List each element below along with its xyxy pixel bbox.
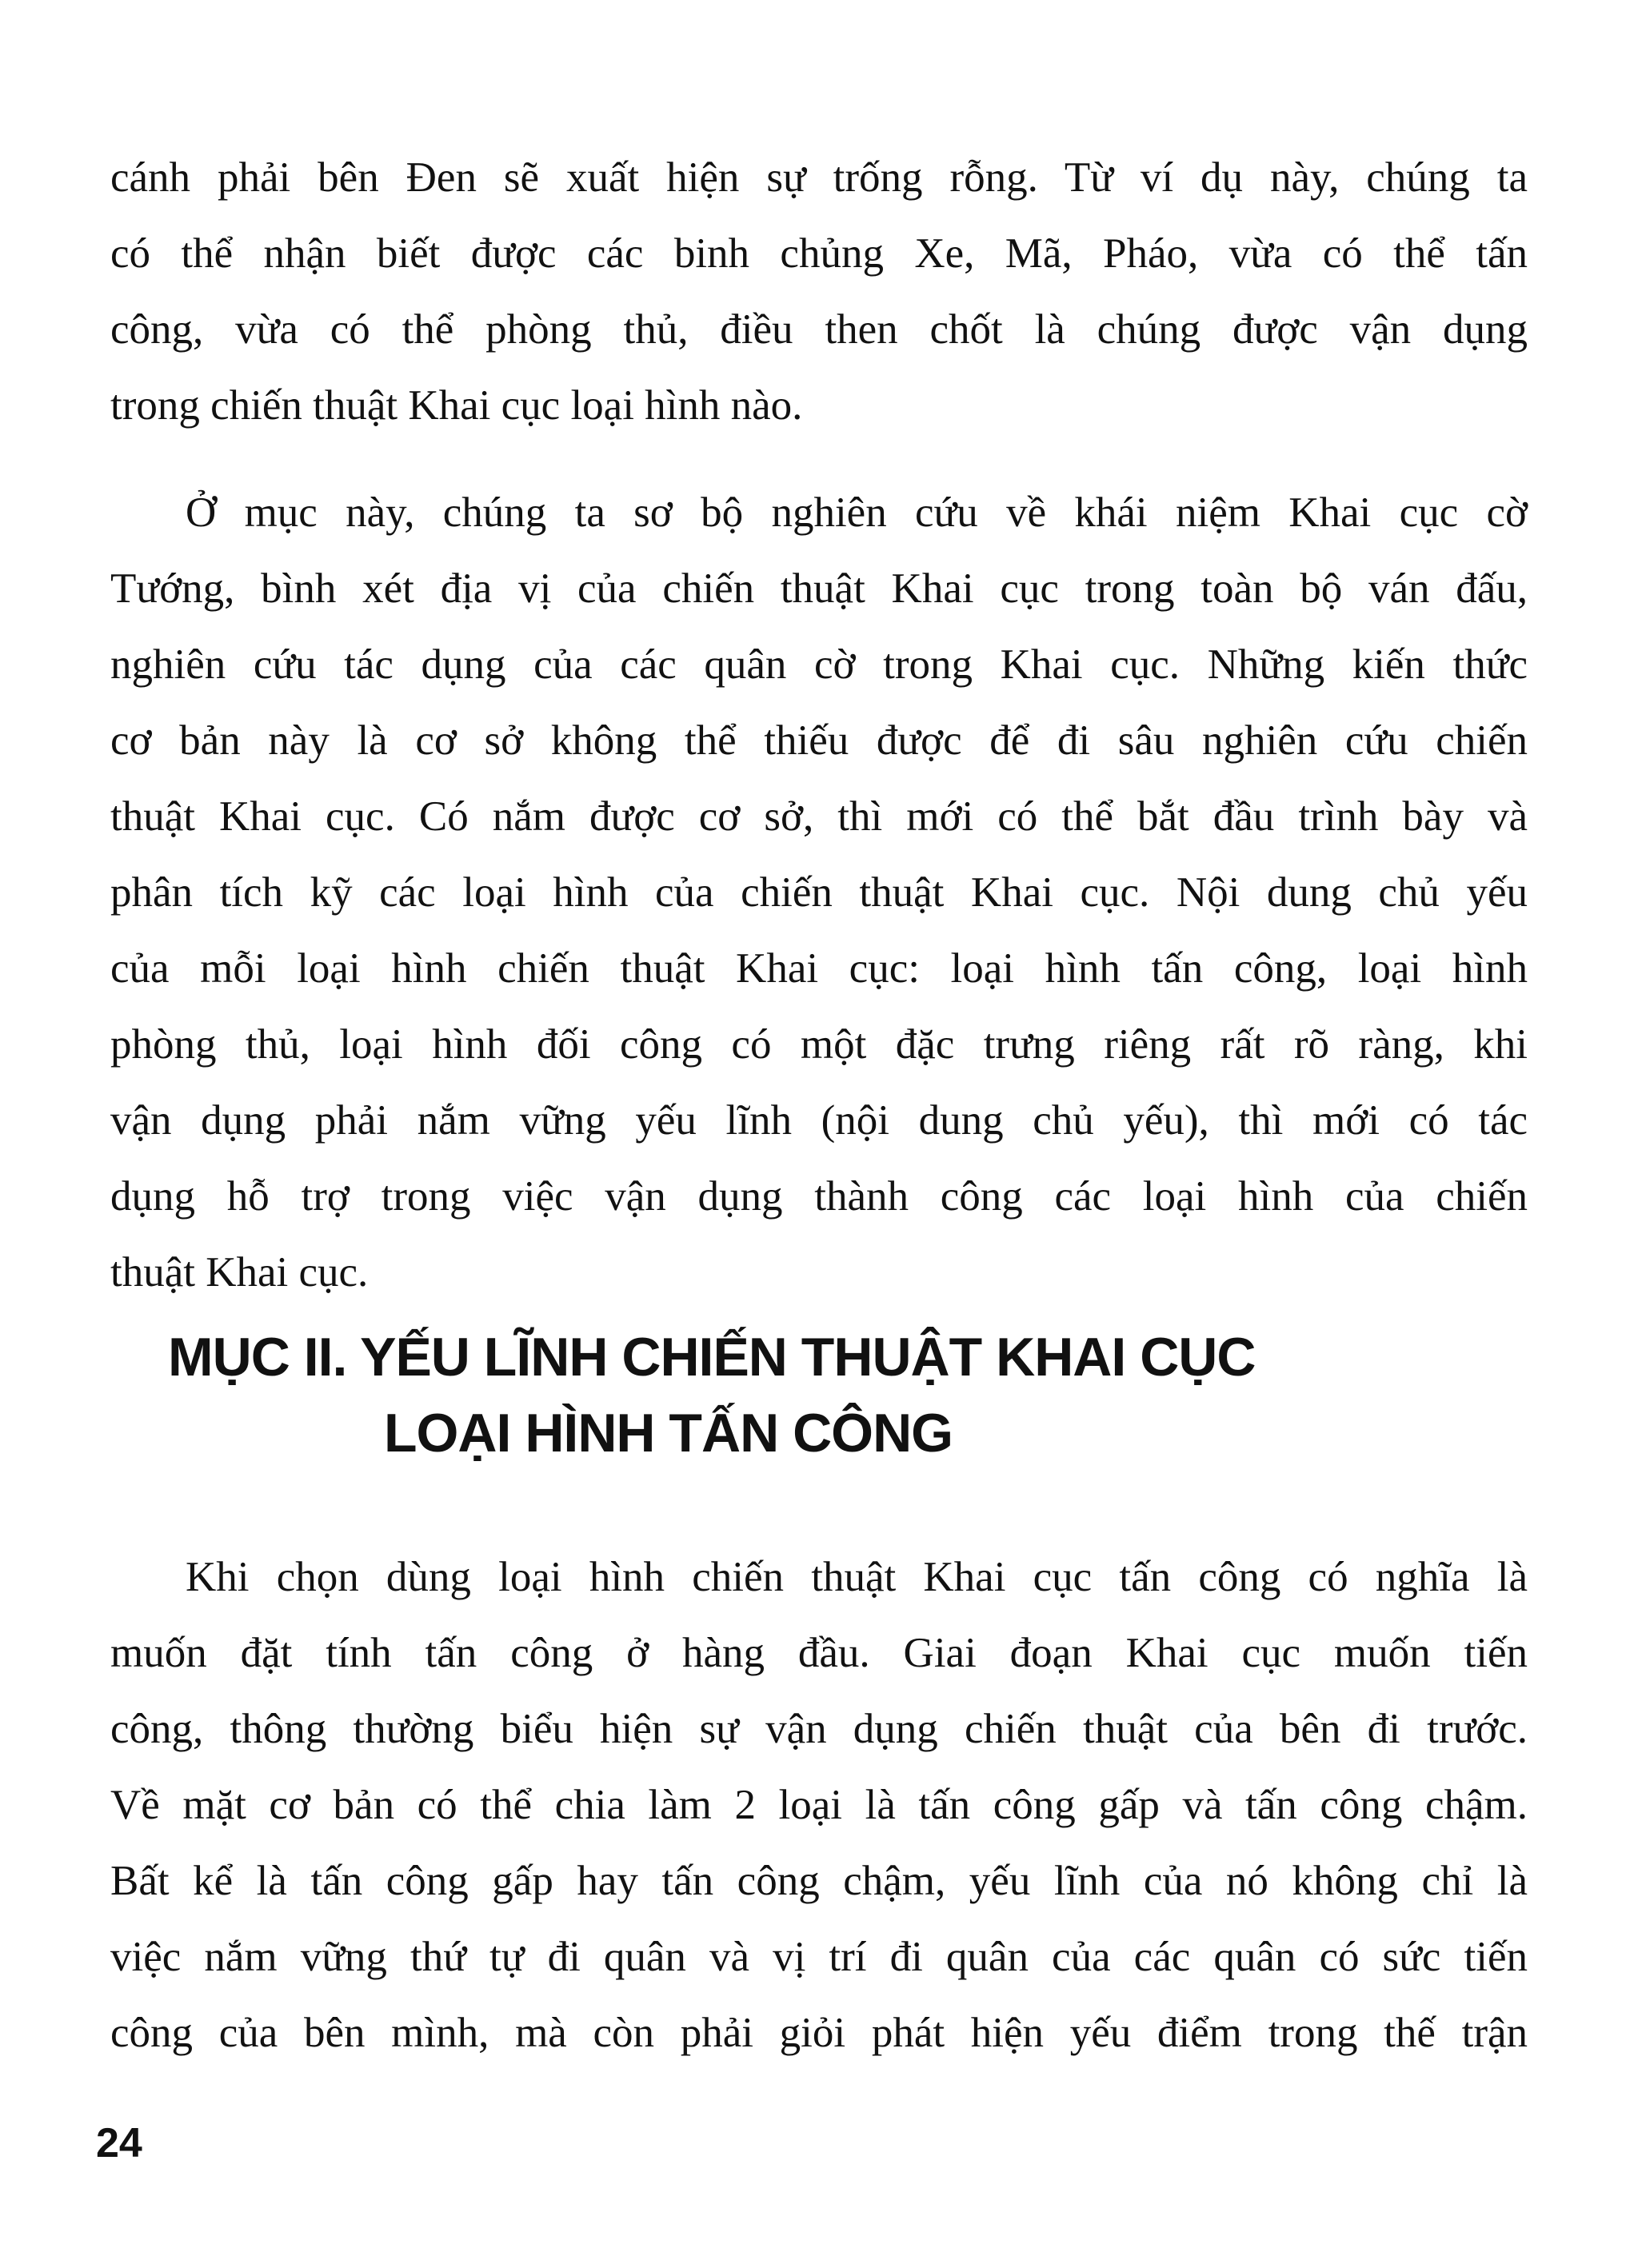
section-heading-line-2: LOẠI HÌNH TẤN CÔNG (384, 1403, 953, 1463)
paragraph-line: nghiên cứu tác dụng của các quân cờ trong Khai cục. Những kiến thức (110, 641, 1528, 688)
paragraph-line: công, thông thường biểu hiện sự vận dụng chiến thuật của bên đi trước. (110, 1706, 1528, 1752)
paragraph-line: cánh phải bên Đen sẽ xuất hiện sự trống rỗng. Từ ví dụ này, chúng ta (110, 154, 1528, 201)
paragraph-line: của mỗi loại hình chiến thuật Khai cục: loại hình tấn công, loại hình (110, 945, 1528, 992)
paragraph-line: Ở mục này, chúng ta sơ bộ nghiên cứu về khái niệm Khai cục cờ (186, 489, 1528, 536)
paragraph-2 (110, 475, 1528, 1311)
paragraph-line: phân tích kỹ các loại hình của chiến thuật Khai cục. Nội dung chủ yếu (110, 869, 1528, 916)
paragraph-line: Về mặt cơ bản có thể chia làm 2 loại là tấn công gấp và tấn công chậm. (110, 1782, 1528, 1828)
paragraph-3 (110, 1539, 1528, 2071)
paragraph-line: dụng hỗ trợ trong việc vận dụng thành công các loại hình của chiến (110, 1173, 1528, 1220)
paragraph-line: muốn đặt tính tấn công ở hàng đầu. Giai đoạn Khai cục muốn tiến (110, 1630, 1528, 1676)
section-heading-line-1: MỤC II. YẾU LĨNH CHIẾN THUẬT KHAI CỤC (168, 1327, 1256, 1388)
paragraph-1 (110, 140, 1528, 444)
paragraph-line: Tướng, bình xét địa vị của chiến thuật Khai cục trong toàn bộ ván đấu, (110, 565, 1528, 612)
paragraph-line: có thể nhận biết được các binh chủng Xe, Mã, Pháo, vừa có thể tấn (110, 230, 1528, 277)
paragraph-line: Khi chọn dùng loại hình chiến thuật Khai cục tấn công có nghĩa là (186, 1554, 1528, 1600)
paragraph-line: vận dụng phải nắm vững yếu lĩnh (nội dung chủ yếu), thì mới có tác (110, 1097, 1528, 1144)
paragraph-line: thuật Khai cục. (110, 1249, 369, 1296)
paragraph-line: phòng thủ, loại hình đối công có một đặc trưng riêng rất rõ ràng, khi (110, 1021, 1528, 1068)
paragraph-line: trong chiến thuật Khai cục loại hình nào. (110, 382, 803, 429)
paragraph-line: cơ bản này là cơ sở không thể thiếu được để đi sâu nghiên cứu chiến (110, 717, 1528, 764)
page-number: 24 (96, 2120, 142, 2166)
paragraph-line: thuật Khai cục. Có nắm được cơ sở, thì mới có thể bắt đầu trình bày và (110, 793, 1528, 840)
paragraph-line: công của bên mình, mà còn phải giỏi phát hiện yếu điểm trong thế trận (110, 2010, 1528, 2056)
paragraph-line: việc nắm vững thứ tự đi quân và vị trí đi quân của các quân có sức tiến (110, 1934, 1528, 1980)
paragraph-line: công, vừa có thể phòng thủ, điều then chốt là chúng được vận dụng (110, 306, 1528, 353)
paragraph-line: Bất kể là tấn công gấp hay tấn công chậm, yếu lĩnh của nó không chỉ là (110, 1858, 1528, 1904)
